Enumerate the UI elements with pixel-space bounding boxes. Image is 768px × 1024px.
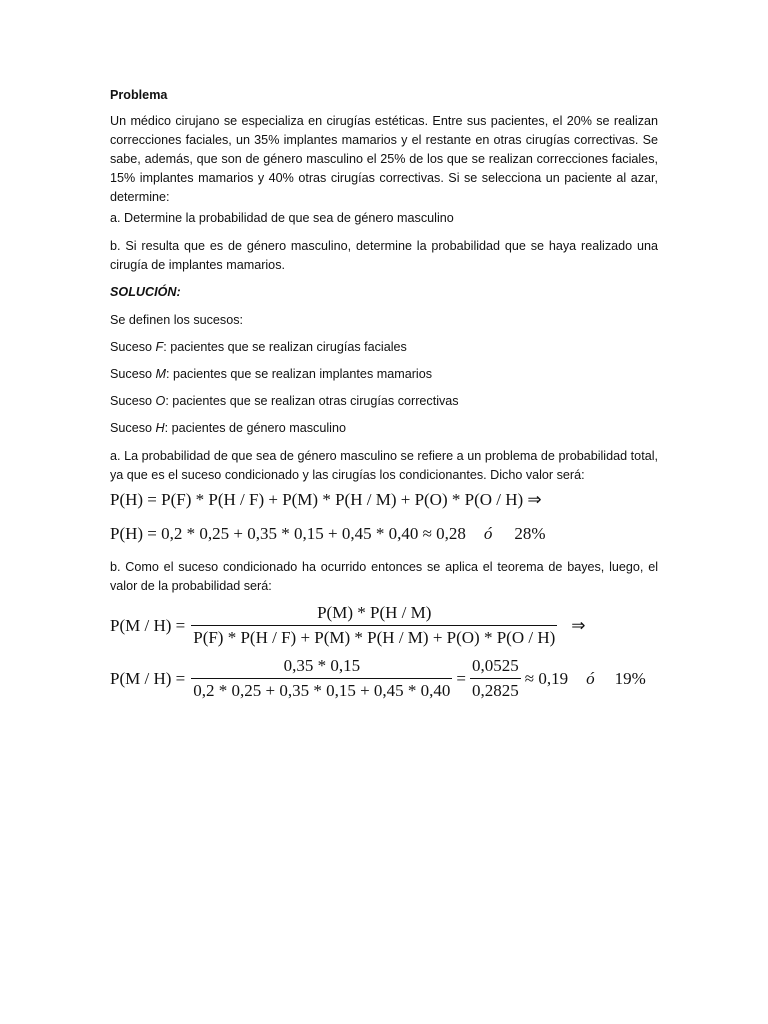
event-o — [110, 392, 658, 411]
equation-lhs: P(M / H) = — [110, 668, 186, 688]
event-letter: F — [155, 340, 164, 354]
answer-b-text: b. Como el suceso condicionado ha ocurrido entonces se aplica el teorema de bayes, luego, el valor de la probabilidad será: — [110, 560, 658, 593]
fraction-denominator: 0,2825 — [470, 678, 521, 701]
event-prefix: Suceso — [110, 340, 156, 354]
equation-lhs: P(M / H) = — [110, 615, 186, 635]
equals-sign: = — [456, 668, 467, 688]
equation-result: ≈ 0,19 — [524, 668, 569, 688]
equation-percent: 28% — [514, 524, 546, 543]
fraction — [191, 603, 557, 648]
equation-total-probability: P(H) = P(F) * P(H / F) + P(M) * P(H / M) + P(O) * P(O / H) ⇒ — [110, 490, 542, 509]
equation-bayes — [110, 603, 586, 648]
equation-or: ó — [483, 524, 493, 543]
event-letter: M — [155, 367, 167, 381]
event-prefix: Suceso — [110, 394, 156, 408]
equation-or: ó — [586, 668, 595, 688]
event-prefix: Suceso — [110, 421, 156, 435]
equation-percent: 19% — [614, 668, 646, 688]
fraction-numerator: 0,0525 — [472, 656, 519, 675]
equation-total-probability-values — [110, 524, 546, 544]
event-description: : pacientes de género masculino — [164, 421, 346, 435]
fraction-simplified — [470, 656, 521, 701]
event-letter: O — [155, 394, 166, 408]
event-f — [110, 338, 658, 357]
problem-statement: Un médico cirujano se especializa en cirugías estéticas. Entre sus pacientes, el 20% se realizan correcciones faciales, un 35% implantes mamarios y el restante en otras cirugías correctivas. Se sabe, además, que son de género masculino el 25% de los que se realizan correcciones faciales, 15% implantes mamarios y 40% otras cirugías correctivas. Si se selecciona un paciente al azar, determine: — [110, 114, 658, 204]
implies-arrow: ⇒ — [571, 615, 586, 635]
event-h — [110, 419, 658, 438]
event-description: : pacientes que se realizan cirugías faciales — [163, 340, 407, 354]
question-a: a. Determine la probabilidad de que sea de género masculino — [110, 211, 454, 225]
fraction-denominator: P(F) * P(H / F) + P(M) * P(H / M) + P(O) * P(O / H) — [191, 625, 557, 648]
fraction — [191, 656, 452, 701]
answer-a-text: a. La probabilidad de que sea de género masculino se refiere a un problema de probabilidad total, ya que es el suceso condicionado y las cirugías los condicionantes. Dicho valor será: — [110, 449, 658, 482]
event-description: : pacientes que se realizan implantes mamarios — [166, 367, 433, 381]
equation-values: P(H) = 0,2 * 0,25 + 0,35 * 0,15 + 0,45 * 0,40 ≈ 0,28 — [110, 524, 466, 543]
fraction-numerator: 0,35 * 0,15 — [283, 656, 361, 675]
event-letter: H — [155, 421, 165, 435]
event-m — [110, 365, 658, 384]
fraction-denominator: 0,2 * 0,25 + 0,35 * 0,15 + 0,45 * 0,40 — [191, 678, 452, 701]
equation-bayes-values — [110, 656, 646, 701]
question-b: b. Si resulta que es de género masculino, determine la probabilidad que se haya realizado una cirugía de implantes mamarios. — [110, 239, 658, 272]
events-intro: Se definen los sucesos: — [110, 313, 244, 327]
event-prefix: Suceso — [110, 367, 156, 381]
problem-title: Problema — [110, 88, 168, 102]
fraction-numerator: P(M) * P(H / M) — [317, 603, 432, 622]
event-description: : pacientes que se realizan otras cirugías correctivas — [165, 394, 459, 408]
solution-heading: SOLUCIÓN: — [110, 285, 181, 299]
